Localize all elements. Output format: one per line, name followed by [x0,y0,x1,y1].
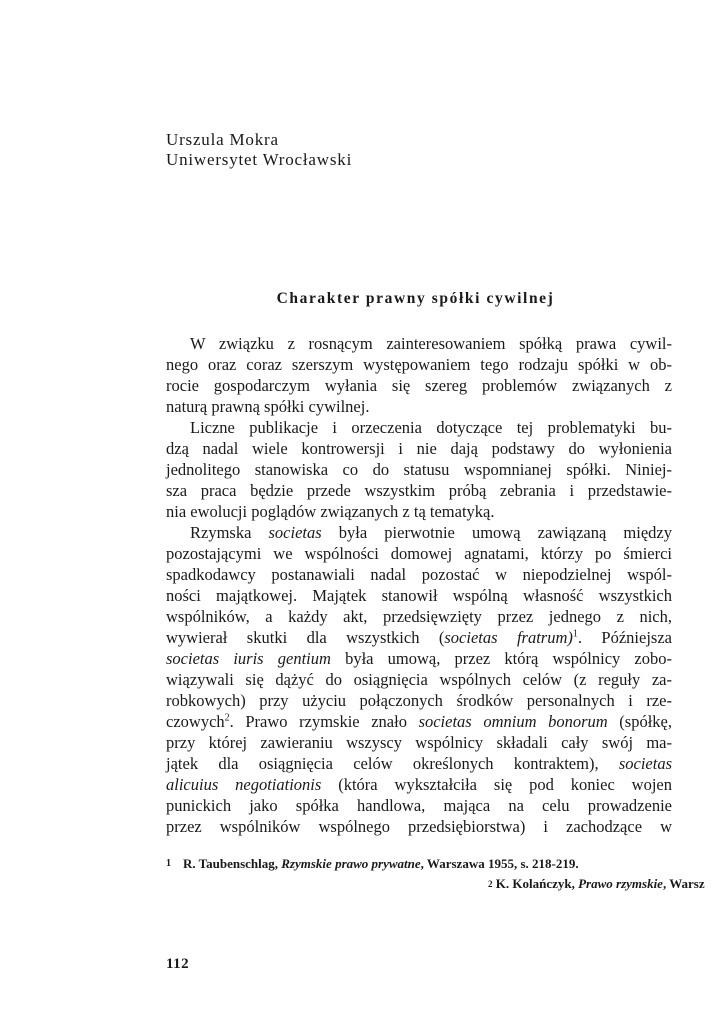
body-line: nego oraz coraz szerszym występowaniem tego rodzaju spółki w ob- [166,355,672,374]
body-line: sza praca będzie przede wszystkim próbą zebrania i przedstawie- [166,481,672,500]
body-line: wiązywali się dążyć do osiągnięcia wspólnych celów (z reguły za- [166,670,672,689]
latin-term: societas iuris gentium [166,649,331,668]
body-line: alicuius negotiationis (która wykształciła się pod koniec wojen [166,775,673,794]
latin-term: societas [618,754,672,773]
body-line: W związku z rosnącym zainteresowaniem spółką prawa cywil- [190,334,672,353]
article-title: Charakter prawny spółki cywilnej [276,290,555,307]
latin-term: alicuius negotiationis [166,775,322,794]
body-line: robkowych) przy użyciu połączonych środków personalnych i rze- [166,691,672,710]
body-line: jednolitego stanowiska co do statusu wspomnianej spółki. Niniej- [166,460,672,479]
body-line: naturą prawną spółki cywilnej. [166,397,370,416]
body-line: ności majątkowej. Majątek stanowił wspólną własność wszystkich [166,586,672,605]
latin-term: societas [268,523,322,542]
body-line: czowych$^2$. Prawo rzymskie znało societas omnium bonorum (spółkę, [166,712,672,731]
author-affiliation: Uniwersytet Wrocławski [166,150,353,169]
author-name: Urszula Mokra [166,130,279,149]
footnotes [166,855,721,891]
body-line: Liczne publikacje i orzeczenia dotyczące tej problematyki bu- [190,418,672,437]
article-body [166,333,672,837]
body-line: jątek dla osiągnięcia celów określonych kontraktem), societas [166,754,672,773]
footnote-ref: 1 [572,628,578,640]
body-line: przy której zawieraniu wszyscy wspólnicy składali cały swój ma- [166,733,672,752]
latin-term: societas omnium bonorum [418,712,608,731]
author-block [166,130,352,170]
body-line: spadkodawcy postanawiali nadal pozostać w niepodzielnej wspól- [166,565,672,584]
body-line: przez wspólników wspólnego przedsiębiorstwa) i zachodzące w [166,817,672,836]
body-line: nia ewolucji poglądów związanych z tą tematyką. [166,502,495,521]
page-number: 112 [166,956,190,972]
body-line: rocie gospodarczym wyłania się szereg problemów związanych z [166,376,672,395]
body-line: wspólników, a każdy akt, przedsięwzięty przez jednego z nich, [166,607,672,626]
latin-term: societas fratrum) [444,628,573,647]
body-line: Rzymska societas była pierwotnie umową zawiązaną między [190,523,672,542]
body-line: dzą nadal wiele kontrowersji i nie dają podstawy do wyłonienia [166,439,672,458]
footnote-number: 2 [488,879,493,889]
footnote-number: 1 [166,858,171,869]
body-line: pozostającymi we wspólności domowej agnatami, którzy po śmierci [166,544,672,563]
body-line: societas iuris gentium była umową, przez którą wspólnicy zobo- [166,649,672,668]
body-line: wywierał skutki dla wszystkich (societas fratrum)$^1$. Późniejsza [166,628,672,647]
footnote-2: $^2$ K. Kolańczyk, Prawo rzymskie, Warsz [488,876,705,891]
footnote-ref: 2 [224,712,230,724]
body-line: punickich jako spółka handlowa, mająca na celu prowadzenie [166,796,672,815]
footnote-1: $^1$ R. Taubenschlag, Rzymskie prawo prywatne, Warszawa 1955, s. 218-219. [166,856,579,871]
